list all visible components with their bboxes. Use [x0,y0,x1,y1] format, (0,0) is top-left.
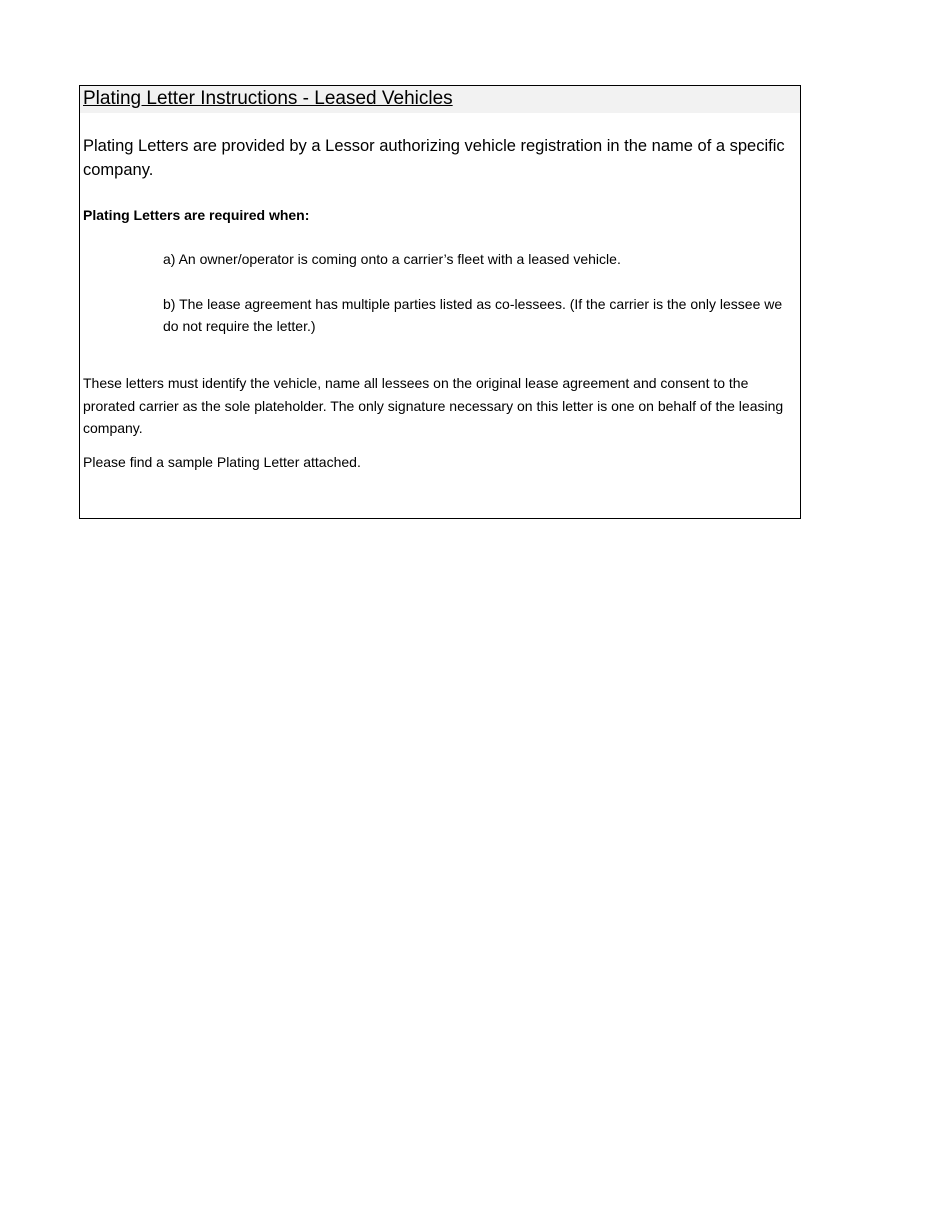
instructions-box [79,85,801,519]
requirements-paragraph: These letters must identify the vehicle, name all lessees on the original lease agreement and consent to the prorated carrier as the sole plateholder. The only signature necessary on this letter is one on behalf of the leasing company. [83,375,784,436]
condition-item-a: a) An owner/operator is coming onto a carrier’s fleet with a leased vehicle. [163,251,621,267]
document-title: Plating Letter Instructions - Leased Vehicles [83,88,453,109]
intro-paragraph: Plating Letters are provided by a Lessor authorizing vehicle registration in the name of a specific company. [83,137,785,179]
condition-item-b: b) The lease agreement has multiple parties listed as co-lessees. (If the carrier is the only lessee we do not require the letter.) [163,296,783,334]
title-bar [80,86,800,113]
closing-paragraph: Please find a sample Plating Letter attached. [83,454,361,470]
required-heading: Plating Letters are required when: [83,207,310,223]
